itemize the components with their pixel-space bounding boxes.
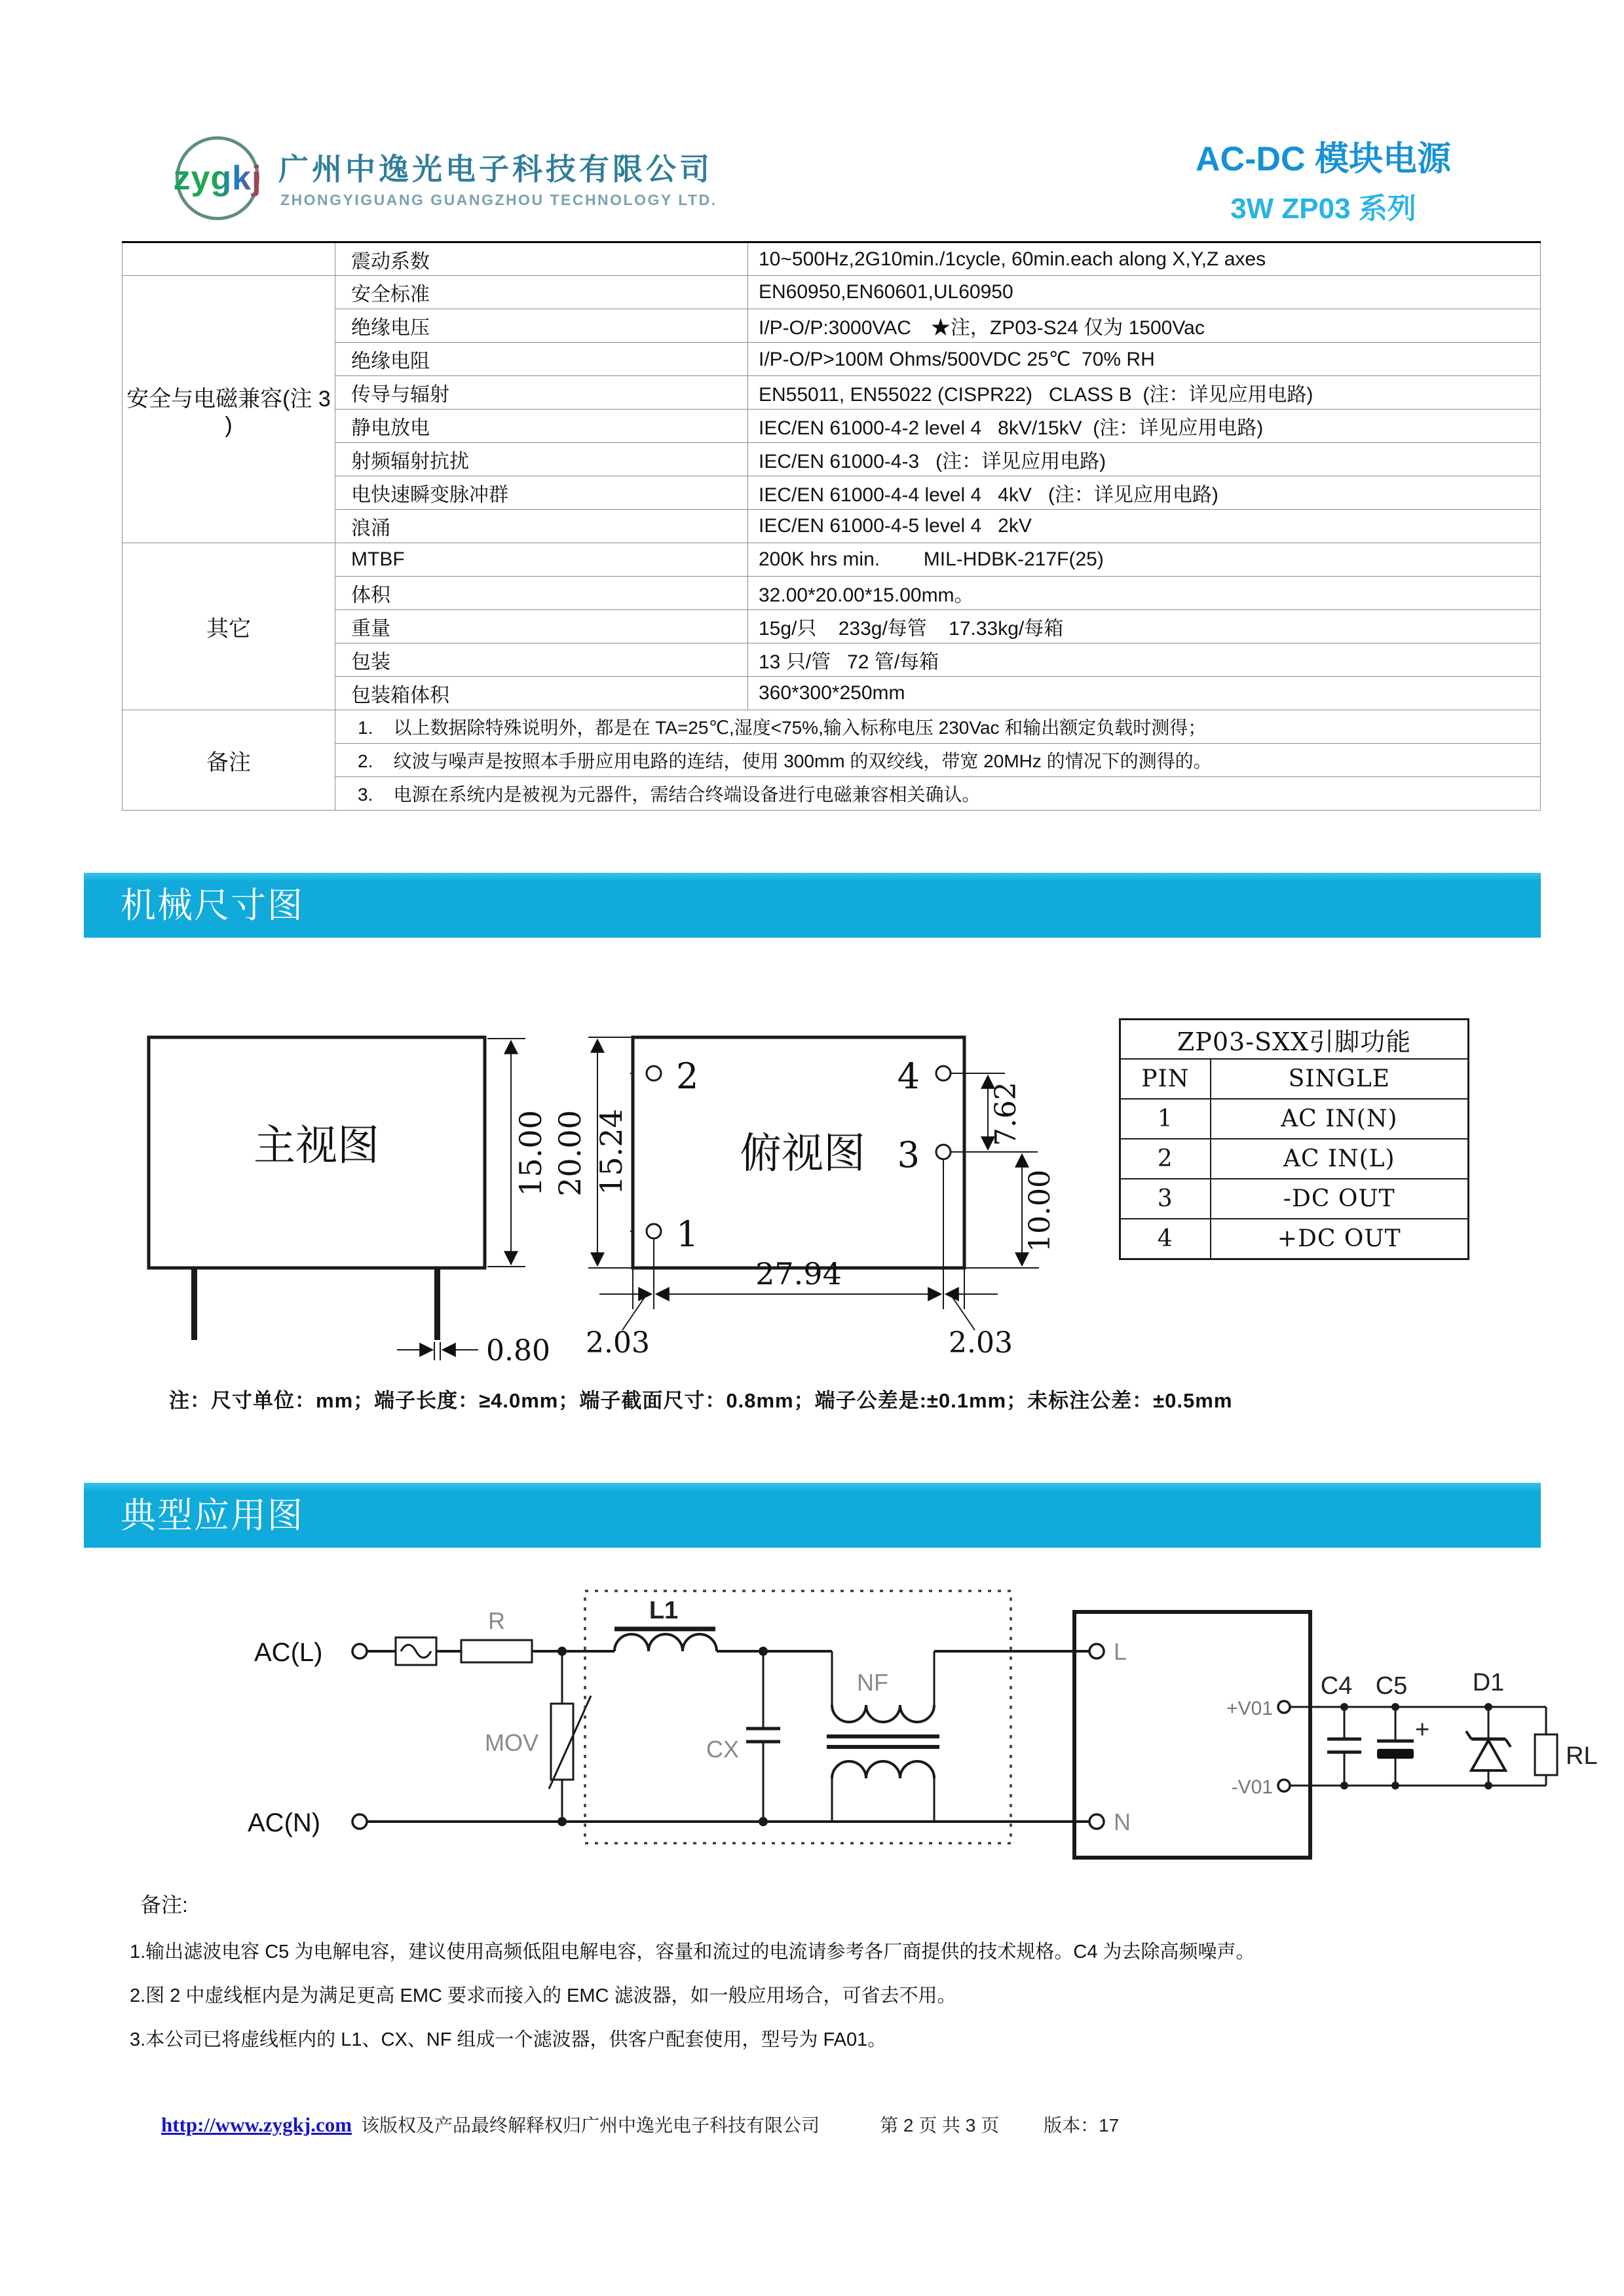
param-cell: 包装 <box>335 643 748 677</box>
pin-1-marker <box>647 1224 661 1238</box>
module-n-label: N <box>1114 1808 1131 1835</box>
dim-pin-gap-v: 7.62 <box>989 1082 1023 1146</box>
table-row <box>123 677 1541 710</box>
param-cell: 包装箱体积 <box>335 677 748 710</box>
value-cell: 200K hrs min. MIL-HDBK-217F(25) <box>748 543 1541 577</box>
dim-pin-width: 0.80 <box>486 1334 550 1368</box>
table-row <box>123 610 1541 643</box>
c4-label: C4 <box>1320 1672 1353 1700</box>
value-cell: 15g/只 233g/每管 17.33kg/每箱 <box>748 610 1541 643</box>
footer-url-link[interactable]: http://www.zygkj.com <box>161 2113 352 2136</box>
front-view-right-pin <box>434 1268 440 1340</box>
front-view-label: 主视图 <box>254 1122 379 1169</box>
doc-series: 3W ZP03 系列 <box>1230 193 1416 225</box>
table-row <box>123 643 1541 677</box>
value-cell: IEC/EN 61000-4-2 level 4 8kV/15kV (注：详见应用电路) <box>748 410 1541 443</box>
value-cell: 13 只/管 72 管/每箱 <box>748 643 1541 677</box>
value-cell: I/P-O/P:3000VAC ★注，ZP03-S24 仅为 1500Vac <box>748 309 1541 343</box>
pin-table-cell: 1 <box>1120 1099 1211 1139</box>
pin-3-marker <box>936 1145 951 1159</box>
table-row <box>123 410 1541 443</box>
ac-n-label: AC(N) <box>248 1808 321 1837</box>
value-cell: 32.00*20.00*15.00mm。 <box>748 577 1541 610</box>
company-name-cn: 广州中逸光电子科技有限公司 <box>278 152 713 186</box>
remarks-title: 备注: <box>140 1893 188 1917</box>
pin-2-label: 2 <box>676 1056 699 1097</box>
doc-title: AC-DC 模块电源 <box>1196 140 1451 178</box>
spec-table <box>122 241 1541 811</box>
table-row <box>123 242 1541 276</box>
pin-table-cell: 2 <box>1120 1139 1211 1179</box>
pin-2-marker <box>647 1066 661 1081</box>
company-logo <box>173 136 262 220</box>
remark-cell: 3. 电源在系统内是被视为元器件，需结合终端设备进行电磁兼容相关确认。 <box>335 777 1541 811</box>
l1-label: L1 <box>649 1597 679 1624</box>
ac-n-terminal <box>352 1814 367 1829</box>
param-cell: 浪涌 <box>335 510 748 543</box>
application-circuit-drawing <box>0 1566 1624 1894</box>
nf-upper-coil <box>832 1705 934 1722</box>
remark-line: 3.本公司已将虚线框内的 L1、CX、NF 组成一个滤波器，供客户配套使用，型号为 FA01。 <box>130 2029 887 2050</box>
group-cell-empty <box>123 242 335 276</box>
l1-coil <box>614 1634 717 1651</box>
group-cell-other: 其它 <box>123 543 335 710</box>
footer-copyright: 该版权及产品最终解释权归广州中逸光电子科技有限公司 <box>361 2115 820 2135</box>
pin-table-header-single: SINGLE <box>1211 1059 1469 1099</box>
pin-4-label: 4 <box>897 1056 920 1097</box>
module-n-terminal <box>1089 1814 1104 1829</box>
front-view-left-pin <box>191 1268 197 1340</box>
table-row <box>123 543 1541 577</box>
pin-table-title: ZP03-SXX引脚功能 <box>1120 1020 1469 1060</box>
table-row <box>123 309 1541 343</box>
value-cell: EN55011, EN55022 (CISPR22) CLASS B (注：详见应用电路) <box>748 376 1541 410</box>
pin-3-label: 3 <box>897 1134 920 1176</box>
group-cell-remark: 备注 <box>123 710 335 811</box>
table-row <box>123 744 1541 777</box>
dim-margin-right: 2.03 <box>949 1326 1013 1360</box>
dim-pin-span-v: 15.24 <box>594 1109 629 1195</box>
pin-table-header-pin: PIN <box>1120 1059 1211 1099</box>
company-name-en: ZHONGYIGUANG GUANGZHOU TECHNOLOGY LTD. <box>280 191 717 208</box>
table-row <box>123 710 1541 744</box>
pin-4-marker <box>936 1066 951 1081</box>
dim-body-height: 20.00 <box>552 1110 588 1196</box>
module-box <box>1074 1612 1310 1858</box>
param-cell: 绝缘电阻 <box>335 343 748 376</box>
rl-label: RL <box>1566 1742 1598 1770</box>
table-row <box>123 476 1541 510</box>
param-cell: 重量 <box>335 610 748 643</box>
remark-line: 2.图 2 中虚线框内是为满足更高 EMC 要求而接入的 EMC 滤波器，如一般应用场合，可省去不用。 <box>130 1985 956 2006</box>
ac-l-label: AC(L) <box>254 1638 323 1667</box>
value-cell: IEC/EN 61000-4-4 level 4 4kV (注：详见应用电路) <box>748 476 1541 510</box>
table-row <box>123 577 1541 610</box>
pin-table-cell: AC IN(L) <box>1211 1139 1469 1179</box>
value-cell: I/P-O/P>100M Ohms/500VDC 25℃ 70% RH <box>748 343 1541 376</box>
footer <box>161 2111 1119 2137</box>
section-banner-mechanical: 机械尺寸图 <box>84 873 1541 938</box>
rl-resistor <box>1535 1734 1557 1775</box>
param-cell: 静电放电 <box>335 410 748 443</box>
value-cell: EN60950,EN60601,UL60950 <box>748 276 1541 309</box>
param-cell: 震动系数 <box>335 242 748 276</box>
footer-page-info: 第 2 页 共 3 页 <box>880 2115 1000 2135</box>
pin-table-cell: -DC OUT <box>1211 1179 1469 1219</box>
footer-version: 版本：17 <box>1044 2115 1120 2135</box>
section-banner-application: 典型应用图 <box>84 1483 1541 1548</box>
dim-margin-left: 2.03 <box>586 1326 650 1360</box>
dim-pin-span-h: 27.94 <box>755 1256 842 1292</box>
c5-plus-sign: + <box>1415 1716 1430 1744</box>
dim-pin-offset-v: 10.00 <box>1023 1170 1057 1252</box>
param-cell: 电快速瞬变脉冲群 <box>335 476 748 510</box>
remark-line: 1.输出滤波电容 C5 为电解电容，建议使用高频低阻电解电容，容量和流过的电流请参考各厂商提供的技术规格。C4 为去除高频噪声。 <box>130 1942 1255 1962</box>
vout-minus-label: -V01 <box>1231 1776 1273 1798</box>
value-cell: 360*300*250mm <box>748 677 1541 710</box>
c5-label: C5 <box>1375 1672 1408 1700</box>
value-cell: 10~500Hz,2G10min./1cycle, 60min.each along X,Y,Z axes <box>748 242 1541 276</box>
value-cell: IEC/EN 61000-4-3 (注：详见应用电路) <box>748 443 1541 476</box>
nf-lower-coil <box>832 1761 934 1778</box>
table-row <box>123 777 1541 811</box>
module-l-label: L <box>1114 1638 1127 1665</box>
table-row <box>123 443 1541 476</box>
ac-l-terminal <box>352 1644 367 1658</box>
logo-text: zygkj <box>173 159 262 197</box>
application-remarks <box>130 1888 1538 2069</box>
pin-table-cell: 4 <box>1120 1219 1211 1259</box>
pin-table-cell: 3 <box>1120 1179 1211 1219</box>
param-cell: 安全标准 <box>335 276 748 309</box>
mov-label: MOV <box>484 1729 538 1756</box>
param-cell: 绝缘电压 <box>335 309 748 343</box>
param-cell: MTBF <box>335 543 748 577</box>
pin-table-cell: +DC OUT <box>1211 1219 1469 1259</box>
dim-front-height: 15.00 <box>513 1110 548 1196</box>
table-row <box>123 276 1541 309</box>
dimension-note: 注：尺寸单位：mm；端子长度：≥4.0mm；端子截面尺寸：0.8mm；端子公差是:±0.1mm；未标注公差：±0.5mm <box>169 1389 1233 1412</box>
resistor-r-label: R <box>488 1607 505 1634</box>
table-row <box>123 510 1541 543</box>
table-row <box>123 376 1541 410</box>
remark-cell: 1. 以上数据除特殊说明外，都是在 TA=25℃,湿度<75%,输入标称电压 230Vac 和输出额定负载时测得； <box>335 710 1541 744</box>
cx-label: CX <box>706 1736 739 1763</box>
vout-plus-terminal <box>1278 1701 1290 1713</box>
vout-minus-terminal <box>1278 1780 1290 1791</box>
pin-table-cell: AC IN(N) <box>1211 1099 1469 1139</box>
table-row <box>123 343 1541 376</box>
group-cell-emc: 安全与电磁兼容(注 3 ) <box>123 276 335 543</box>
param-cell: 体积 <box>335 577 748 610</box>
module-l-terminal <box>1089 1644 1104 1658</box>
d1-zener-triangle <box>1471 1740 1505 1770</box>
resistor-r-symbol <box>461 1640 532 1662</box>
vout-plus-label: +V01 <box>1226 1698 1273 1719</box>
pin-1-label: 1 <box>676 1214 699 1255</box>
pin-function-table <box>1119 1018 1469 1260</box>
param-cell: 传导与辐射 <box>335 376 748 410</box>
nf-label: NF <box>857 1669 888 1696</box>
remark-cell: 2. 纹波与噪声是按照本手册应用电路的连结，使用 300mm 的双绞线，带宽 20MHz 的情况下的测得的。 <box>335 744 1541 777</box>
d1-label: D1 <box>1472 1669 1505 1696</box>
value-cell: IEC/EN 61000-4-5 level 4 2kV <box>748 510 1541 543</box>
top-view-label: 俯视图 <box>740 1130 865 1177</box>
param-cell: 射频辐射抗扰 <box>335 443 748 476</box>
